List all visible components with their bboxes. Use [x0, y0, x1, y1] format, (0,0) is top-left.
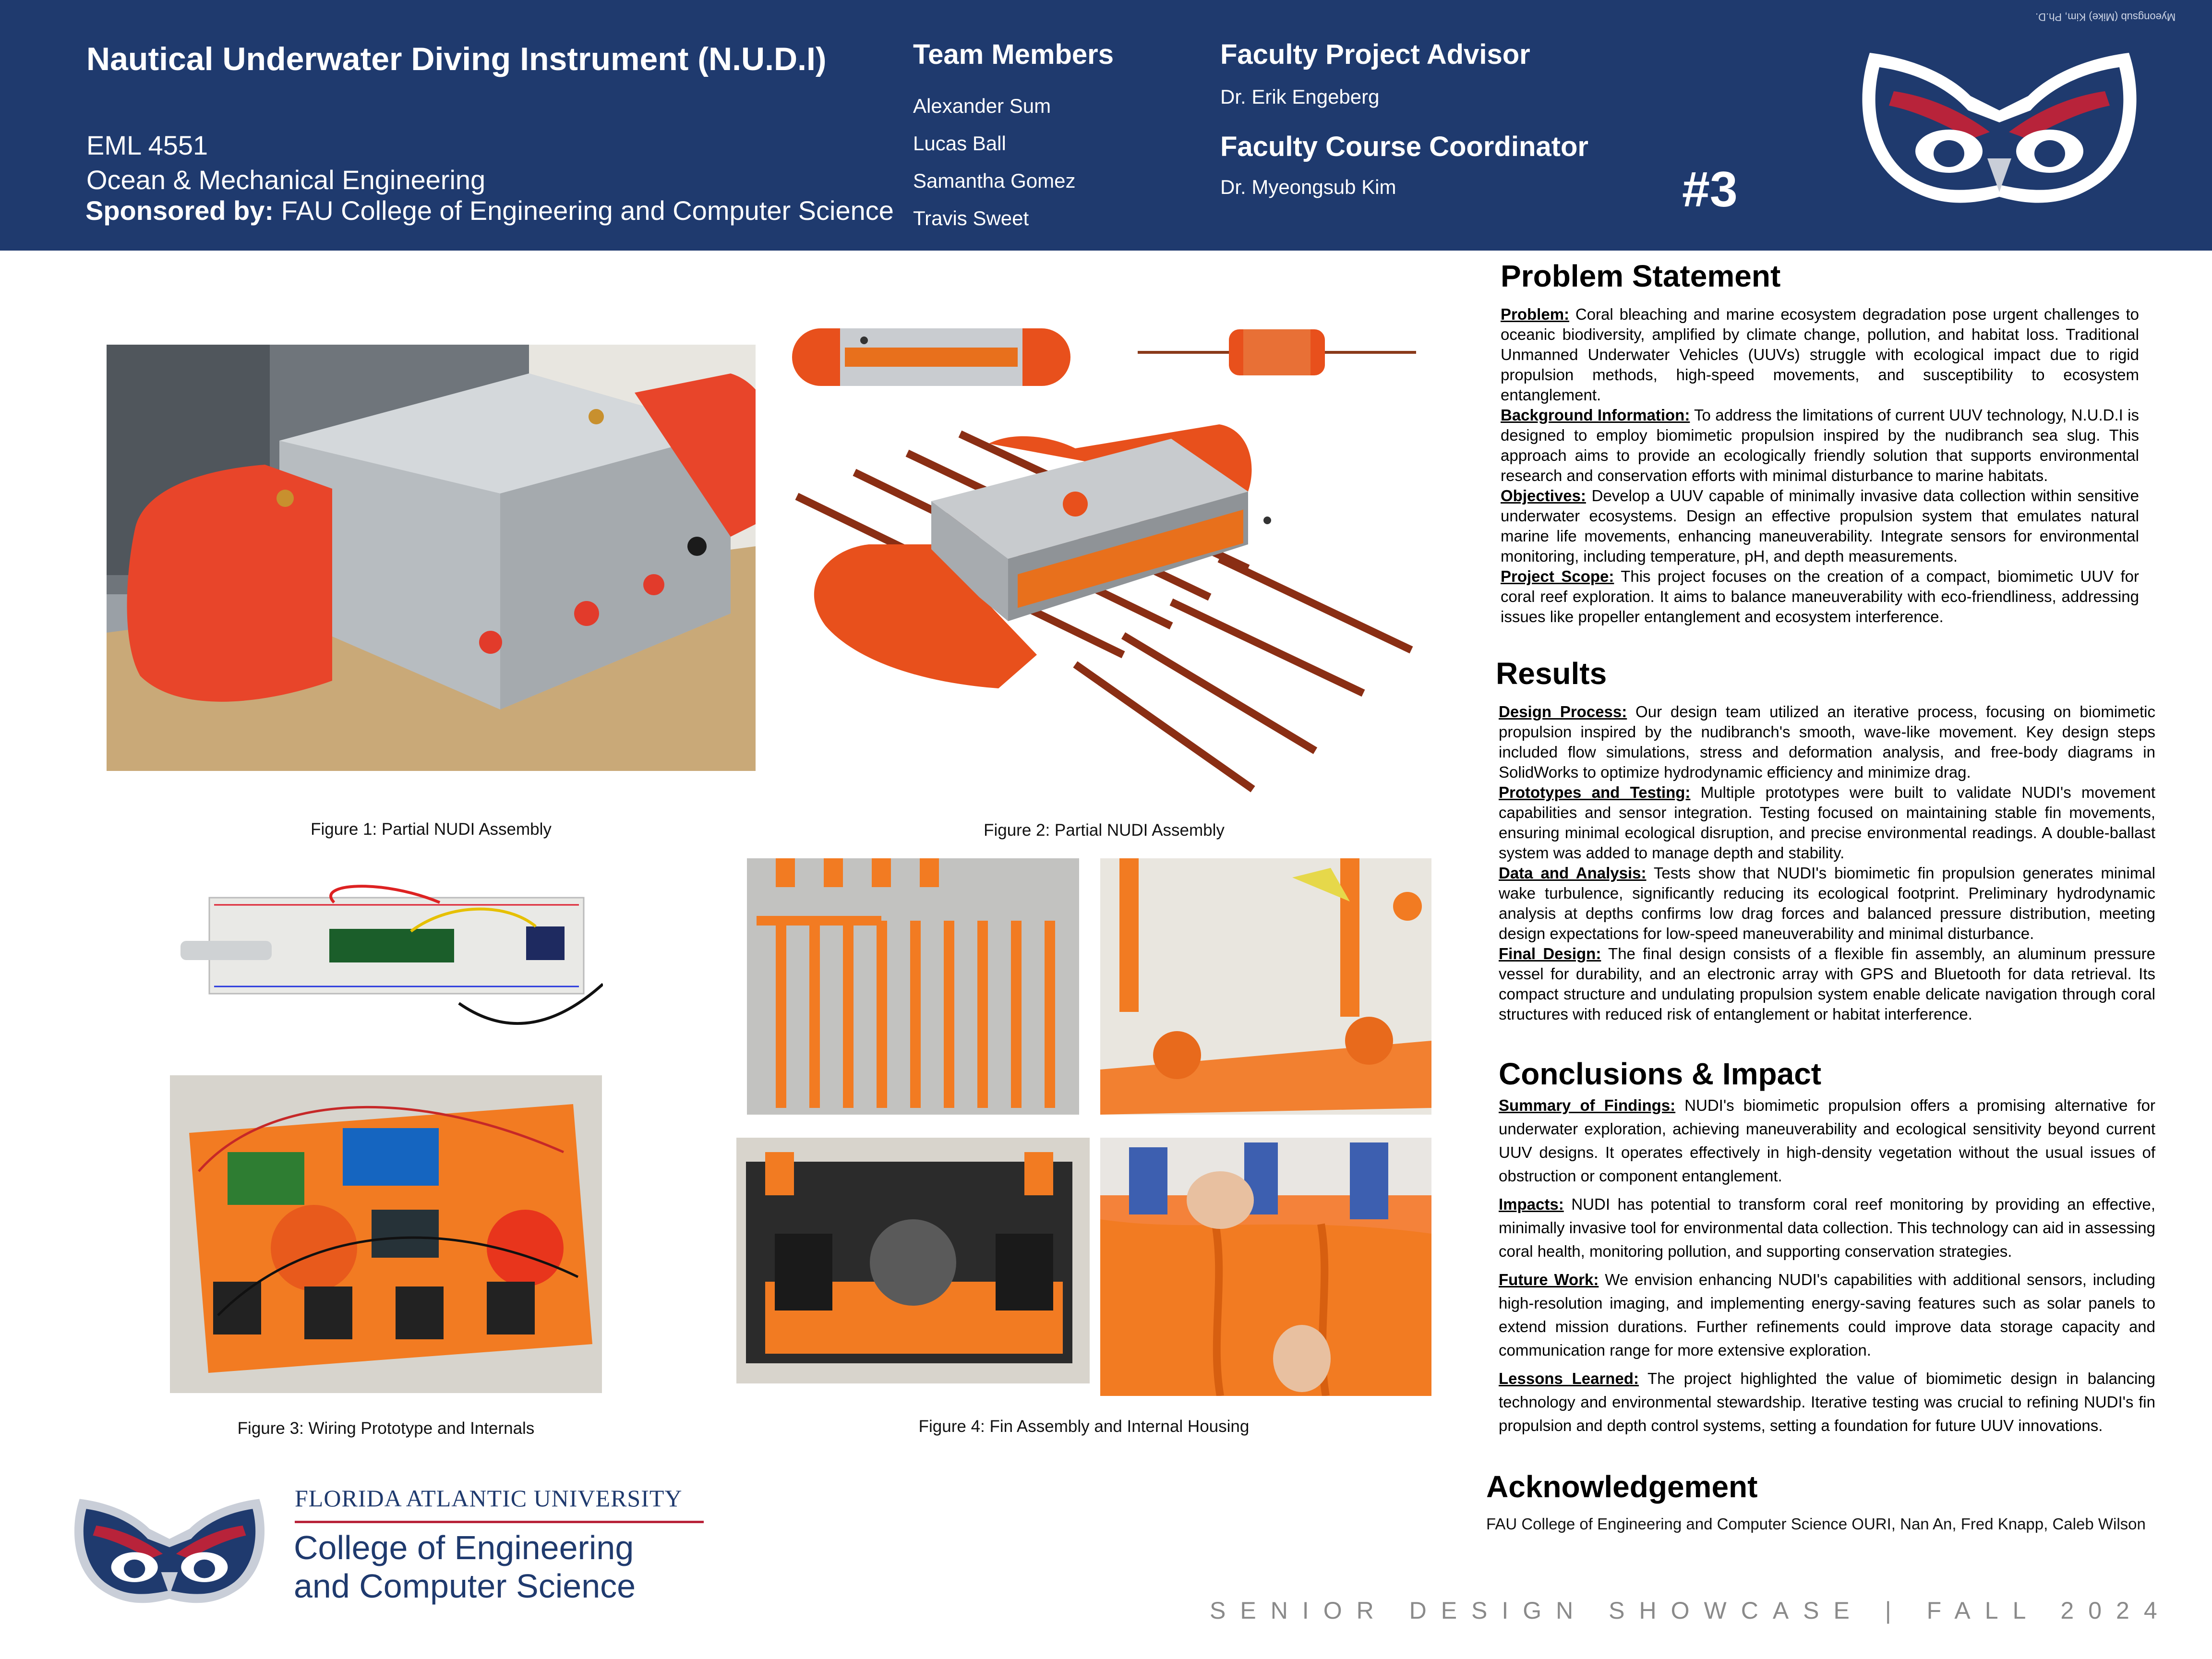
fau-owl-logo-icon — [66, 1488, 273, 1613]
team-members-list — [913, 87, 1076, 237]
problem-statement-body — [1501, 304, 2139, 627]
background-paragraph: Background Information: To address the limitations of current UUV technology, N.U.D.I is designed to employ biomimetic propulsion inspired by the nudibranch sea slug. This approach aims to provide an ecologically friendly solution that supports environmental research and conservation efforts with minimal disturbance to marine habitats. — [1501, 406, 2140, 484]
figure-4-fin-membrane-photo — [1100, 1138, 1431, 1396]
poster-number: #3 — [1682, 162, 1738, 217]
coordinator-title: Faculty Course Coordinator — [1220, 131, 1588, 162]
acknowledgement-heading: Acknowledgement — [1486, 1469, 1758, 1504]
advisor-name: Dr. Erik Engeberg — [1220, 85, 1380, 108]
breadboard-image — [171, 883, 603, 1040]
figure-3-internals-photo — [170, 1075, 602, 1393]
figure-2-cad-render — [787, 319, 1421, 802]
conclusions-heading: Conclusions & Impact — [1499, 1057, 1822, 1091]
conclusions-body — [1499, 1094, 2155, 1437]
figure-4-fin-rods-photo — [747, 858, 1079, 1115]
figure-4-housing-photo — [736, 1138, 1090, 1383]
course-code: EML 4551 — [86, 130, 208, 160]
figure-1-photo — [107, 345, 756, 771]
final-design-paragraph: Final Design: The final design consists of a flexible fin assembly, an aluminum pressure vessel for durability, and an electronic array with GPS and Bluetooth for data retrieval. Its compact structure and undulating propulsion system enable delicate navigation through coral structures with reduced risk of entanglement or habitat interference. — [1499, 945, 2155, 1023]
advisor-title: Faculty Project Advisor — [1220, 39, 1530, 70]
scope-paragraph: Project Scope: This project focuses on the creation of a compact, biomimetic UUV for coral reef exploration. It aims to balance maneuverability with eco-friendliness, addressing issues like propeller entanglement and ecosystem interference. — [1501, 567, 2139, 625]
prototypes-paragraph: Prototypes and Testing: Multiple prototypes were built to validate NUDI's movement capabilities and sensor integration. Testing focused on maintaining stable fin movements, ensuring minimal ecological disruption, and precise environmental readings. A double-ballast system was added to manage depth and stability. — [1499, 783, 2155, 862]
poster-title: Nautical Underwater Diving Instrument (N.U.D.I) — [86, 41, 827, 77]
mirrored-note: Myeongsub (Mike) Kim, Ph.D. — [2035, 11, 2176, 23]
sponsor-name: FAU College of Engineering and Computer Science — [281, 195, 894, 226]
fin-mount-image — [1100, 858, 1431, 1115]
college-name: College of Engineering and Computer Science — [294, 1529, 636, 1605]
data-analysis-paragraph: Data and Analysis: Tests show that NUDI's biomimetic fin propulsion generates minimal wake turbulence, significantly reducing its ecological footprint. Preliminary hydrodynamic analysis at depths confirms low drag forces and balanced pressure distribution, meeting design expectations for low-speed maneuverability and minimal disturbance. — [1499, 864, 2155, 942]
team-member: Travis Sweet — [913, 207, 1029, 229]
figure-3-breadboard-photo — [171, 883, 603, 1040]
housing-image — [736, 1138, 1090, 1383]
internals-image — [170, 1075, 602, 1393]
design-process-paragraph: Design Process: Our design team utilized an iterative process, focusing on biomimetic propulsion inspired by the nudibranch's smooth, wave-like movement. Key design steps included flow simulations, stress and deformation analysis, and free-body diagrams in SolidWorks to optimize hydrodynamic efficiency and minimize drag. — [1499, 703, 2155, 781]
summary-paragraph: Summary of Findings: NUDI's biomimetic propulsion offers a promising alternative for underwater exploration, achieving maneuverability and ecological sensitivity beyond current UUV designs. It operates effectively in high-density vegetation without the usual issues of obstruction or component entanglement. — [1499, 1096, 2155, 1185]
problem-statement-heading: Problem Statement — [1501, 259, 1781, 293]
acknowledgement-text: FAU College of Engineering and Computer Science OURI, Nan An, Fred Knapp, Caleb Wilson — [1486, 1515, 2146, 1533]
showcase-footer: SENIOR DESIGN SHOWCASE | FALL 2024 — [1210, 1597, 2172, 1624]
fin-membrane-image — [1100, 1138, 1431, 1396]
problem-paragraph: Problem: Coral bleaching and marine ecosystem degradation pose urgent challenges to oceanic biodiversity, amplified by climate change, pollution, and habitat loss. Traditional Unmanned Underwater Vehicles (UUVs) struggle with ecological impact due to rigid propulsion methods, high-speed movements, and susceptibility to ecosystem entanglement. — [1501, 305, 2139, 404]
team-members-title: Team Members — [913, 39, 1114, 70]
team-member: Lucas Ball — [913, 132, 1006, 155]
lessons-learned-paragraph: Lessons Learned: The project highlighted the value of biomimetic design in balancing technology and environmental stewardship. Iterative testing was crucial to refining NUDI's fin propulsion and depth control systems, setting a foundation for future UUV innovations. — [1499, 1370, 2155, 1434]
team-member: Alexander Sum — [913, 95, 1051, 117]
team-member: Samantha Gomez — [913, 169, 1076, 192]
impacts-paragraph: Impacts: NUDI has potential to transform coral reef monitoring by providing an effective, minimally invasive tool for environmental data collection. This technology can aid in assessing coral health, monitoring pollution, and supporting conservation strategies. — [1499, 1195, 2155, 1260]
figure-1-caption: Figure 1: Partial NUDI Assembly — [311, 820, 552, 839]
results-heading: Results — [1496, 656, 1607, 691]
sponsor-label: Sponsored by: — [85, 195, 274, 226]
objectives-paragraph: Objectives: Develop a UUV capable of minimally invasive data collection within sensitive underwater ecosystems. Design an effective propulsion system that emulates natural marine life movements, enhancing maneuverability. Integrate sensors for environmental monitoring, including temperature, pH, and depth measurements. — [1501, 487, 2139, 565]
fin-rods-image — [747, 858, 1079, 1115]
poster-header — [0, 0, 2212, 251]
university-divider — [295, 1521, 704, 1523]
figure-4-caption: Figure 4: Fin Assembly and Internal Housing — [918, 1417, 1250, 1436]
owl-logo-icon — [1851, 38, 2148, 216]
coordinator-name: Dr. Myeongsub Kim — [1220, 176, 1396, 198]
results-body — [1499, 702, 2155, 1024]
figure-3-caption: Figure 3: Wiring Prototype and Internals — [237, 1419, 535, 1438]
university-name: FLORIDA ATLANTIC UNIVERSITY — [295, 1485, 683, 1512]
sponsor-line — [85, 194, 894, 228]
figure-2-caption: Figure 2: Partial NUDI Assembly — [984, 821, 1225, 840]
department: Ocean & Mechanical Engineering — [86, 165, 486, 195]
figure-4-fin-mount-photo — [1100, 858, 1431, 1115]
nudi-assembly-photo — [107, 345, 756, 771]
future-work-paragraph: Future Work: We envision enhancing NUDI's capabilities with additional sensors, including high-resolution imaging, and implementing energy-saving features such as solar panels to extend mission durations. Further refinements could improve data storage capacity and communication range for more extensive exploration. — [1499, 1271, 2155, 1359]
